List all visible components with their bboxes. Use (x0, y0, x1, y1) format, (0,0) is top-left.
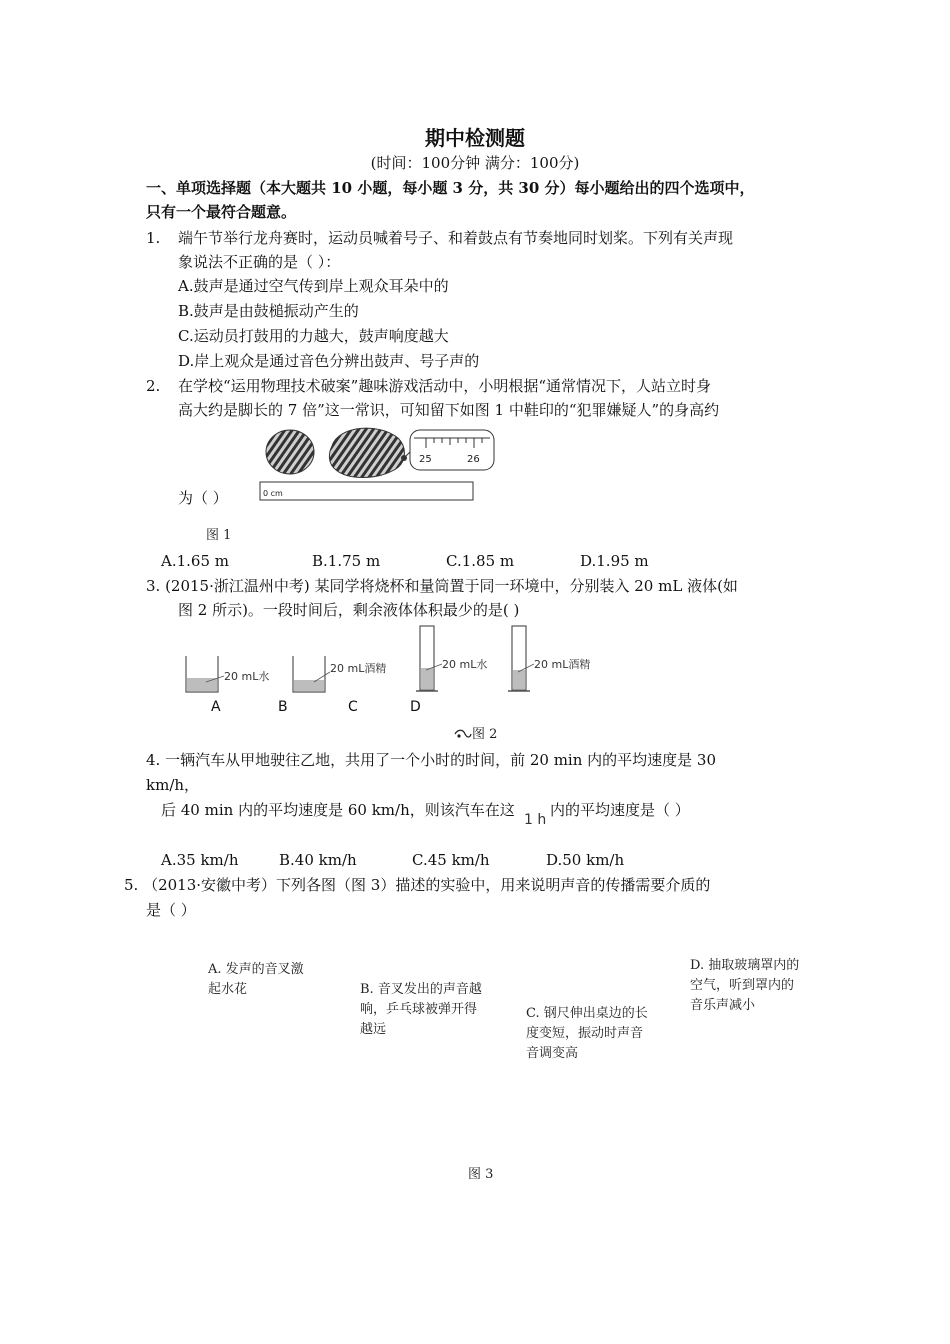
q3-letter-c: C (348, 699, 358, 715)
q4-stem-line1b: km/h， (146, 776, 200, 794)
beaker-a-label: 20 mL水 (224, 670, 270, 683)
sole-print (329, 428, 404, 477)
figure1-caption: 图 1 (206, 528, 232, 543)
q1-stem-line1: 端午节举行龙舟赛时，运动员喊着号子、和着鼓点有节奏地同时划桨。下列有关声现 (178, 229, 734, 247)
q2-stem-line1: 在学校“运用物理技术破案”趣味游戏活动中，小明根据“通常情况下，人站立时身 (178, 377, 712, 395)
beakers-figure (176, 624, 596, 696)
page-subtitle: (时间：100分钟 满分：100分) (370, 154, 580, 172)
section-header-line2: 只有一个最符合题意。 (146, 203, 297, 221)
cylinder-c (416, 626, 442, 691)
magnifier-label-right: 26 (467, 454, 480, 465)
q4-stem-line1: 4. 一辆汽车从甲地驶往乙地，共用了一个小时的时间，前 20 min 内的平均速度是 30 (146, 751, 717, 769)
beaker-b-label: 20 mL酒精 (330, 662, 387, 675)
beaker-a (186, 656, 224, 692)
q3-stem-line2: 图 2 所示)。一段时间后，剩余液体体积最少的是( ) (178, 601, 520, 619)
q4-option-c: C.45 km/h (412, 851, 490, 869)
q1-option-b: B.鼓声是由鼓槌振动产生的 (178, 302, 359, 320)
q2-option-c: C.1.85 m (446, 552, 515, 570)
q2-option-a: A.1.65 m (161, 552, 229, 570)
q4-option-b: B.40 km/h (279, 851, 357, 869)
magnifier-label-left: 25 (419, 454, 432, 465)
q2-stem-line3: 为（ ） (178, 489, 228, 507)
figure2-mark-icon (454, 728, 472, 740)
figure3-caption: 图 3 (468, 1167, 494, 1182)
q5-caption-b: B. 音叉发出的声音越响，乒乓球被弹开得越远 (360, 982, 482, 1037)
q4-inline-1h: 1 h (524, 812, 547, 828)
q1-number: 1. (146, 229, 161, 247)
q1-option-c: C.运动员打鼓用的力越大，鼓声响度越大 (178, 327, 449, 345)
q2-stem-line2: 高大约是脚长的 7 倍”这一常识，可知留下如图 1 中鞋印的“犯罪嫌疑人”的身高约 (178, 401, 720, 419)
section-header-line1: 一、单项选择题（本大题共 10 小题，每小题 3 分，共 30 分）每小题给出的四个选项中， (146, 179, 755, 197)
q4-stem-line2: 后 40 min 内的平均速度是 60 km/h，则该汽车在这 (161, 801, 515, 819)
q5-caption-a: A. 发声的音叉激起水花 (208, 962, 304, 997)
q5-stem-line2: 是（ ） (146, 901, 196, 919)
q3-stem-line1: 3. (2015·浙江温州中考) 某同学将烧杯和量筒置于同一环境中，分别装入 20 mL 液体(如 (146, 577, 738, 595)
q1-option-d: D.岸上观众是通过音色分辨出鼓声、号子声的 (178, 352, 480, 370)
heel-print (266, 430, 314, 474)
page-title: 期中检测题 (425, 126, 525, 150)
q5-caption-c: C. 钢尺伸出桌边的长度变短，振动时声音音调变高 (526, 1006, 648, 1061)
q3-letter-b: B (278, 699, 288, 715)
cylinder-d (508, 626, 534, 691)
q5-stem-line1: 5. （2013·安徽中考）下列各图（图 3）描述的实验中，用来说明声音的传播需要介质的 (124, 876, 711, 894)
q3-letter-d: D (410, 699, 421, 715)
shoe-print-figure (258, 424, 498, 506)
q2-option-b: B.1.75 m (312, 552, 381, 570)
ruler (260, 482, 473, 500)
q1-option-a: A.鼓声是通过空气传到岸上观众耳朵中的 (178, 277, 449, 295)
q2-option-d: D.1.95 m (580, 552, 649, 570)
q2-number: 2. (146, 377, 161, 395)
q5-caption-d: D. 抽取玻璃罩内的空气，听到罩内的音乐声减小 (690, 958, 800, 1013)
ruler-zero-label: 0 cm (263, 489, 283, 498)
cylinder-c-label: 20 mL水 (442, 658, 488, 671)
q4-option-d: D.50 km/h (546, 851, 625, 869)
cylinder-d-label: 20 mL酒精 (534, 658, 591, 671)
beaker-b (293, 656, 330, 692)
q1-stem-line2: 象说法不正确的是（ ）： (178, 253, 341, 271)
figure2-caption: 图 2 (472, 727, 498, 742)
q4-option-a: A.35 km/h (161, 851, 239, 869)
q3-letter-a: A (211, 699, 221, 715)
q4-stem-line2b: 内的平均速度是（ ） (550, 801, 690, 819)
